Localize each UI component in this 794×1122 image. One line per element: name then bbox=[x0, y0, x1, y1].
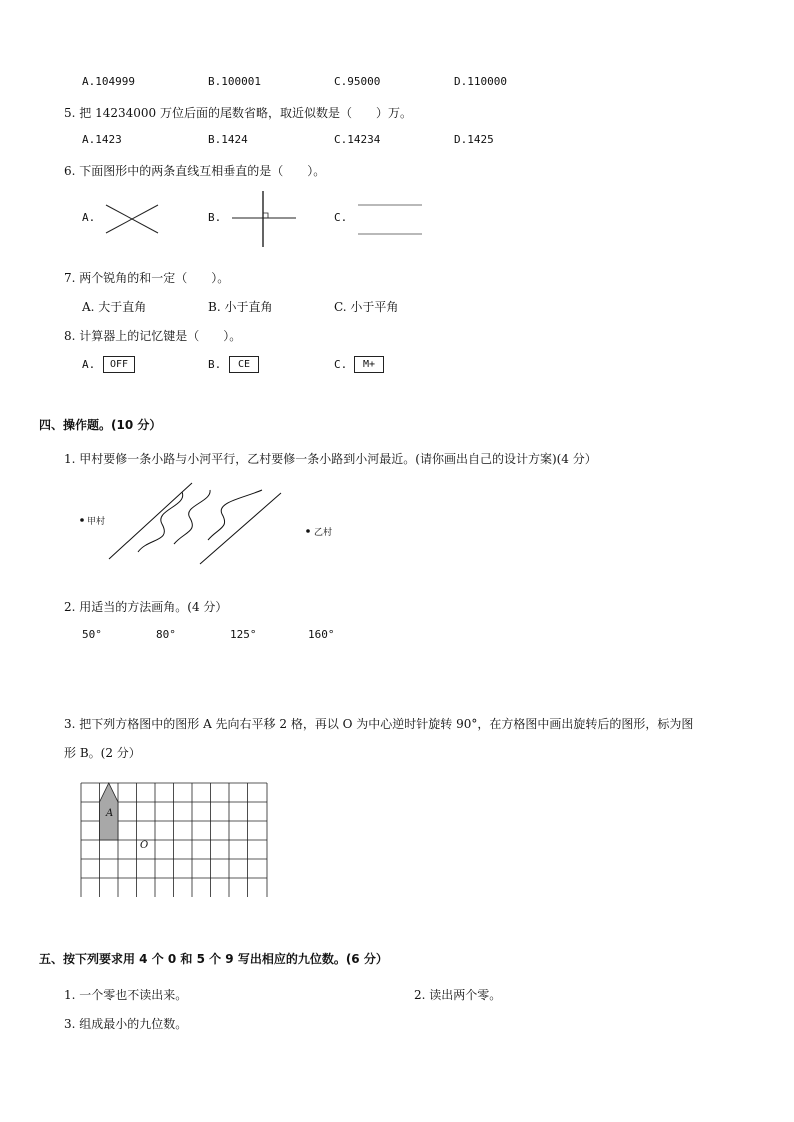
section4-q1-text: 1. 甲村要修一条小路与小河平行，乙村要修一条小路到小河最近。(请你画出自己的设计方案)(4 分） bbox=[64, 452, 597, 466]
riverbank-line-left bbox=[109, 483, 192, 559]
angle-80: 80° bbox=[156, 628, 176, 641]
river-wave-3 bbox=[208, 490, 262, 540]
village-b-label: 乙村 bbox=[314, 528, 333, 538]
q7-option-c: C. 小于平角 bbox=[334, 300, 399, 314]
q8-option-a: A. bbox=[82, 358, 96, 371]
q8-key-m-plus: M+ bbox=[354, 356, 384, 373]
q4-option-a: A.104999 bbox=[82, 75, 135, 88]
q6-figure-a-crossing-lines bbox=[104, 203, 160, 235]
village-a-label: 甲村 bbox=[87, 517, 106, 527]
section5-item-2: 2. 读出两个零。 bbox=[414, 988, 502, 1002]
angle-160: 160° bbox=[308, 628, 335, 641]
q4-option-d: D.110000 bbox=[454, 75, 507, 88]
q4-option-c: C.95000 bbox=[334, 75, 381, 88]
q5-option-b: B.1424 bbox=[208, 133, 248, 146]
q8-key-ce: CE bbox=[229, 356, 259, 373]
section5-title: 五、按下列要求用 4 个 0 和 5 个 9 写出相应的九位数。(6 分） bbox=[39, 952, 388, 966]
q5-option-c: C.14234 bbox=[334, 133, 381, 146]
river-wave-1 bbox=[138, 492, 183, 552]
section5-item-1: 1. 一个零也不读出来。 bbox=[64, 988, 188, 1002]
angle-50: 50° bbox=[82, 628, 102, 641]
shape-a-label: A bbox=[106, 808, 114, 819]
q6-question: 6. 下面图形中的两条直线互相垂直的是（ ）。 bbox=[64, 164, 326, 178]
village-a-dot bbox=[80, 518, 84, 522]
q5-option-a: A.1423 bbox=[82, 133, 122, 146]
village-b-dot bbox=[306, 529, 310, 533]
q7-option-b: B. 小于直角 bbox=[208, 300, 273, 314]
q6-option-a: A. bbox=[82, 211, 96, 224]
angle-125: 125° bbox=[230, 628, 257, 641]
q6-option-b: B. bbox=[208, 211, 222, 224]
section5-item-3: 3. 组成最小的九位数。 bbox=[64, 1017, 188, 1031]
section4-q3-text-line2: 形 B。(2 分） bbox=[64, 746, 141, 760]
q4-option-b: B.100001 bbox=[208, 75, 261, 88]
q6-figure-b-perpendicular-lines bbox=[230, 190, 298, 248]
q6-figure-c-parallel-lines bbox=[356, 203, 424, 237]
river-diagram bbox=[76, 480, 316, 570]
q8-option-c: C. bbox=[334, 358, 348, 371]
grid-diagram bbox=[80, 782, 270, 898]
section4-title: 四、操作题。(10 分） bbox=[39, 418, 162, 432]
riverbank-line-right bbox=[200, 493, 281, 564]
q8-key-off: OFF bbox=[103, 356, 135, 373]
section4-q3-text-line1: 3. 把下列方格图中的图形 A 先向右平移 2 格，再以 O 为中心逆时针旋转 90°，在方格图中画出旋转后的图形，标为图 bbox=[64, 717, 694, 731]
section4-q2-text: 2. 用适当的方法画角。(4 分） bbox=[64, 600, 228, 614]
q7-question: 7. 两个锐角的和一定（ ）。 bbox=[64, 271, 230, 285]
q5-option-d: D.1425 bbox=[454, 133, 494, 146]
q7-option-a: A. 大于直角 bbox=[82, 300, 147, 314]
q6-option-c: C. bbox=[334, 211, 348, 224]
q5-question: 5. 把 14234000 万位后面的尾数省略，取近似数是（ ）万。 bbox=[64, 106, 412, 120]
center-o-label: O bbox=[140, 840, 149, 851]
q8-option-b: B. bbox=[208, 358, 222, 371]
river-wave-2 bbox=[174, 490, 210, 544]
q8-question: 8. 计算器上的记忆键是（ ）。 bbox=[64, 329, 242, 343]
